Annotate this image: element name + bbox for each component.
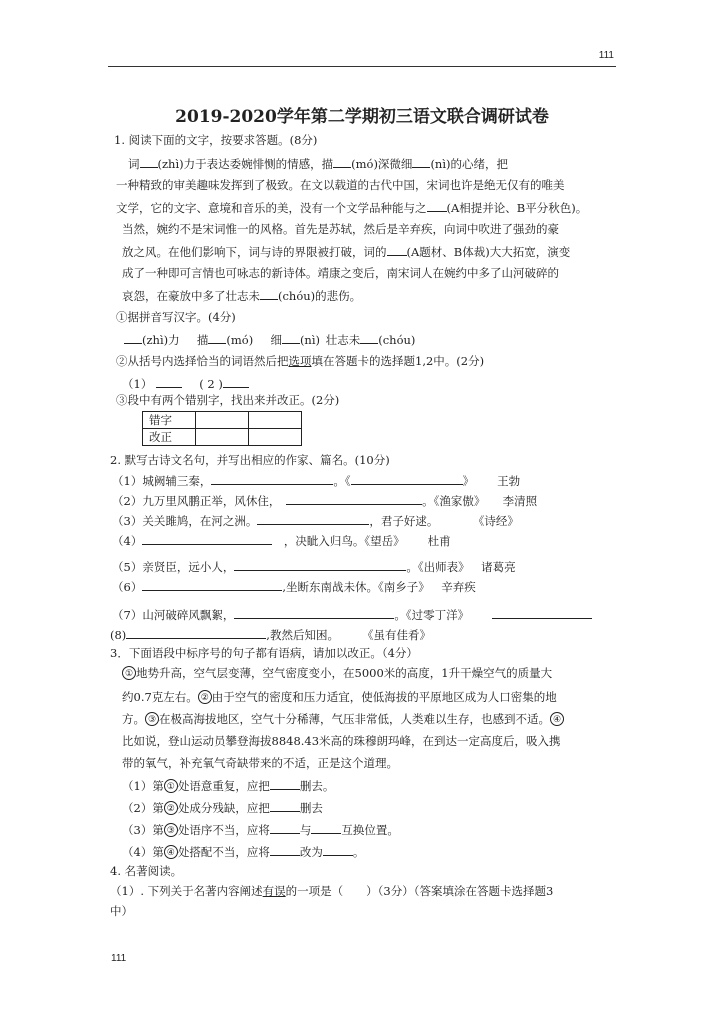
q1-sub2-heading: ②从括号内选择恰当的词语然后把选项填在答题卡的选择题1,2中。(2分) xyxy=(116,354,485,368)
table-head-correction: 改正 xyxy=(143,429,196,446)
q2-item-1: （1）城阙辅三秦， 。《 》 王勃 xyxy=(112,474,521,488)
q4-item-1: （1）. 下列关于名著内容阐述有误的一项是（ ）（3分）（答案填涂在答题卡选择题3 xyxy=(110,884,554,898)
q2-item-2: （2）九万里风鹏正举，风休住， 。《渔家傲》 李清照 xyxy=(112,494,538,508)
sentence-marker-2: ② xyxy=(198,690,212,704)
q3-heading: 3．下面语段中标序号的句子都有语病，请加以改正。（4分） xyxy=(110,646,418,660)
table-cell[interactable] xyxy=(196,412,249,429)
q1-heading: 1. 阅读下面的文字，按要求答题。(8分) xyxy=(114,133,318,147)
q2-item-3: （3）关关雎鸠，在河之洲。 ，君子好逑。 《诗经》 xyxy=(112,514,519,528)
q3-para-line-4: 比如说，登山运动员攀登海拔8848.43米高的珠穆朗玛峰，在到达一定高度后，吸入携 xyxy=(122,734,561,748)
page-title: 2019-2020学年第二学期初三语文联合调研试卷 xyxy=(175,107,549,127)
q3-answer-4: （4）第 ④ 处搭配不当，应将 改为 。 xyxy=(122,845,365,859)
q4-heading: 4. 名著阅读。 xyxy=(110,864,183,878)
q2-item-7: （7）山河破碎风飘絮， 。《过零丁洋》 xyxy=(112,606,592,623)
q1-para-line-5: 放之风。在他们影响下，词与诗的界限被打破，词的 (A题材、B体裁)大大拓宽，演变 xyxy=(122,245,571,259)
table-cell[interactable] xyxy=(249,429,302,446)
q3-answer-1: （1）第 ① 处语意重复，应把 删去。 xyxy=(122,779,335,793)
q2-item-5: （5）亲贤臣，远小人， 。《出师表》 诸葛亮 xyxy=(112,560,516,574)
q1-para-line-6: 成了一种即可言情也可咏志的新诗体。靖康之变后，南宋词人在婉约中多了山河破碎的 xyxy=(122,266,559,280)
q1-para-line-4: 当然，婉约不是宋词惟一的风格。首先是苏轼，然后是辛弃疾，向词中吹进了强劲的豪 xyxy=(122,222,559,236)
table-head-typo: 错字 xyxy=(143,412,196,429)
q3-para-line-3: 方。 ③ 在极高海拔地区，空气十分稀薄，气压非常低，人类难以生存，也感到不适。 ④ xyxy=(122,711,564,727)
q1-para-line-3: 文学，它的文字、意境和音乐的美，没有一个文学品种能与之 (A相提并论、B平分秋色)。 xyxy=(116,201,588,215)
q2-item-4: （4） ，决眦入归鸟。《望岳》 杜甫 xyxy=(112,534,451,548)
q1-sub2-answers: （1） ( 2 ) xyxy=(122,375,249,392)
q1-para-line-2: 一种精致的审美趣味发挥到了极致。在文以载道的古代中国，宋词也许是绝无仅有的唯美 xyxy=(116,178,565,192)
q1-para-line-7: 哀怨，在豪放中多了壮志未 (chóu)的悲伤。 xyxy=(122,289,362,303)
q1-sub1-items: (zhì)力 描 (mó) 细 (nì) 壮志未 (chóu) xyxy=(124,331,415,348)
q3-answer-3: （3）第 ③ 处语序不当，应将 与 互换位置。 xyxy=(122,823,399,837)
q3-answer-2: （2）第 ② 处成分残缺，应把 删去 xyxy=(122,801,323,815)
sentence-marker-1: ① xyxy=(122,666,136,680)
q3-para-line-1: ① 地势升高，空气层变薄，空气密度变小，在5000米的高度，1升干燥空气的质量大 xyxy=(122,665,552,681)
table-cell[interactable] xyxy=(249,412,302,429)
q3-para-line-5: 带的氧气，补充氧气奇缺带来的不适，正是这个道理。 xyxy=(122,756,398,770)
header-rule xyxy=(108,66,616,67)
q2-heading: 2. 默写古诗文名句，并写出相应的作家、篇名。(10分) xyxy=(110,453,390,467)
q2-item-6: （6） ,坐断东南战未休。《南乡子》 辛弃疾 xyxy=(112,580,476,594)
q1-para-line-1: 词 (zhì)力于表达委婉悱恻的情感，描 (mó)深微细 (nì)的心绪，把 xyxy=(128,157,508,171)
q1-sub3-heading: ③段中有两个错别字，找出来并改正。(2分) xyxy=(116,393,340,407)
page-number-top: 111 xyxy=(598,50,614,61)
table-cell[interactable] xyxy=(196,429,249,446)
sentence-marker-3: ③ xyxy=(145,712,159,726)
typo-correction-table xyxy=(142,411,302,446)
page-number-bottom: 111 xyxy=(111,953,127,964)
q2-item-8: (8) ,教然后知困。 《虽有佳肴》 xyxy=(110,628,431,642)
q4-item-1-cont: 中） xyxy=(110,904,133,918)
q3-para-line-2: 约0.7克左右。 ② 由于空气的密度和压力适宜，使低海拔的平原地区成为人口密集的地 xyxy=(122,690,557,704)
q1-sub1-heading: ①据拼音写汉字。(4分) xyxy=(116,310,236,324)
sentence-marker-4: ④ xyxy=(550,712,564,726)
